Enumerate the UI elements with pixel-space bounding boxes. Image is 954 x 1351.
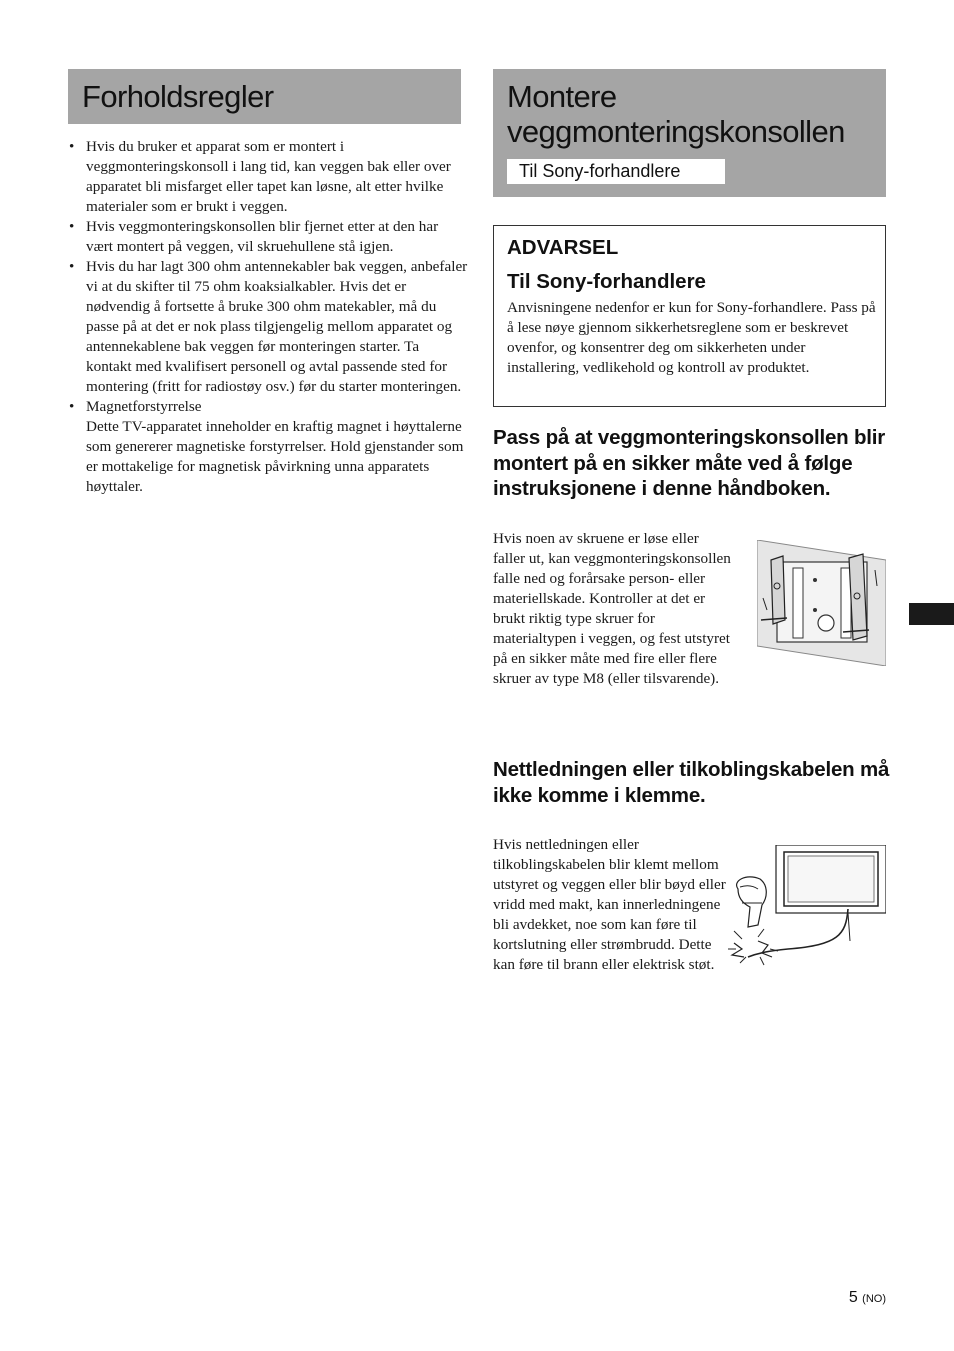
wall-bracket-illustration xyxy=(757,540,886,666)
page-number-value: 5 xyxy=(848,1289,858,1306)
warning-text: Anvisningene nedenfor er kun for Sony-forhandlere. Pass på å lese nøye gjennom sikkerhetsreglene som er beskrevet ovenfor, og konsentrer deg om sikkerheten under installering, vedlikehold og kontroll av produktet. xyxy=(507,299,876,376)
section-title: Montere veggmonteringskonsollen xyxy=(507,79,845,149)
chapter-tab-marker xyxy=(909,603,954,625)
section-header-precautions xyxy=(68,69,461,124)
warning-subtitle: Til Sony-forhandlere xyxy=(507,270,706,293)
audience-tab: Til Sony-forhandlere xyxy=(507,159,725,184)
warning-title: ADVARSEL xyxy=(507,236,619,259)
section-body: Hvis noen av skruene er løse eller faller ut, kan veggmonteringskonsollen falle ned og forårsake person- eller materiellskade. Kontroller at det er brukt riktig type skruer for materialtypen i veggen, og fest utstyret på en sikker måte med fire eller flere skruer av type M8 (eller tilsvarende). xyxy=(493,530,731,687)
section-heading: Pass på at veggmonteringskonsollen blir montert på en sikker måte ved å følge instruksjonene i denne håndboken. xyxy=(493,426,886,500)
precautions-list xyxy=(68,137,468,497)
list-item: • Hvis veggmonteringskonsollen blir fjernet etter at den har vært montert på veggen, vil skruehullene stå igjen. xyxy=(68,217,468,257)
list-item: • Hvis du har lagt 300 ohm antennekabler bak veggen, anbefaler vi at du skifter til 75 ohm koaksialkabler. Hvis det er nødvendig å fortsette å bruke 300 ohm matekabler, må du passe på at det er nok plass tilgjengelig mellom apparatet og antennekablene bak veggen før monteringen starter. Ta kontakt med kvalifisert personell og avtal passende sted for montering (fritt for radiostøy osv.) før du starter monteringen. xyxy=(68,257,468,397)
list-item xyxy=(68,397,468,497)
list-item: • Hvis du bruker et apparat som er montert i veggmonteringskonsoll i lang tid, kan veggen bak eller over apparatet bli misfarget eller tapet kan løsne, alt etter hvilke materialer som er brukt i veggen. xyxy=(68,137,468,217)
magnet-title: • Magnetforstyrrelse xyxy=(86,398,202,415)
page-number xyxy=(849,1289,886,1307)
magnet-text: Dette TV-apparatet inneholder en kraftig magnet i høyttalerne som genererer magnetiske forstyrrelser. Hold gjenstander som er mottakelige for magnetisk påvirkning unna apparatets høyttaler. xyxy=(86,418,464,495)
pinched-cable-illustration xyxy=(728,845,886,967)
section-body: Hvis nettledningen eller tilkoblingskabelen blir klemt mellom utstyret og veggen eller blir bøyd eller vridd med makt, kan innerledningene bli avdekket, noe som kan føre til kortslutning eller strømbrudd. Dette kan føre til brann eller elektrisk støt. xyxy=(493,836,726,973)
section-header-mounting xyxy=(493,69,886,197)
section-heading: Nettledningen eller tilkoblingskabelen må ikke komme i klemme. xyxy=(493,758,890,807)
warning-box xyxy=(493,225,886,407)
section-title: Forholdsregler xyxy=(82,79,274,114)
page-language: (NO) xyxy=(862,1293,886,1305)
